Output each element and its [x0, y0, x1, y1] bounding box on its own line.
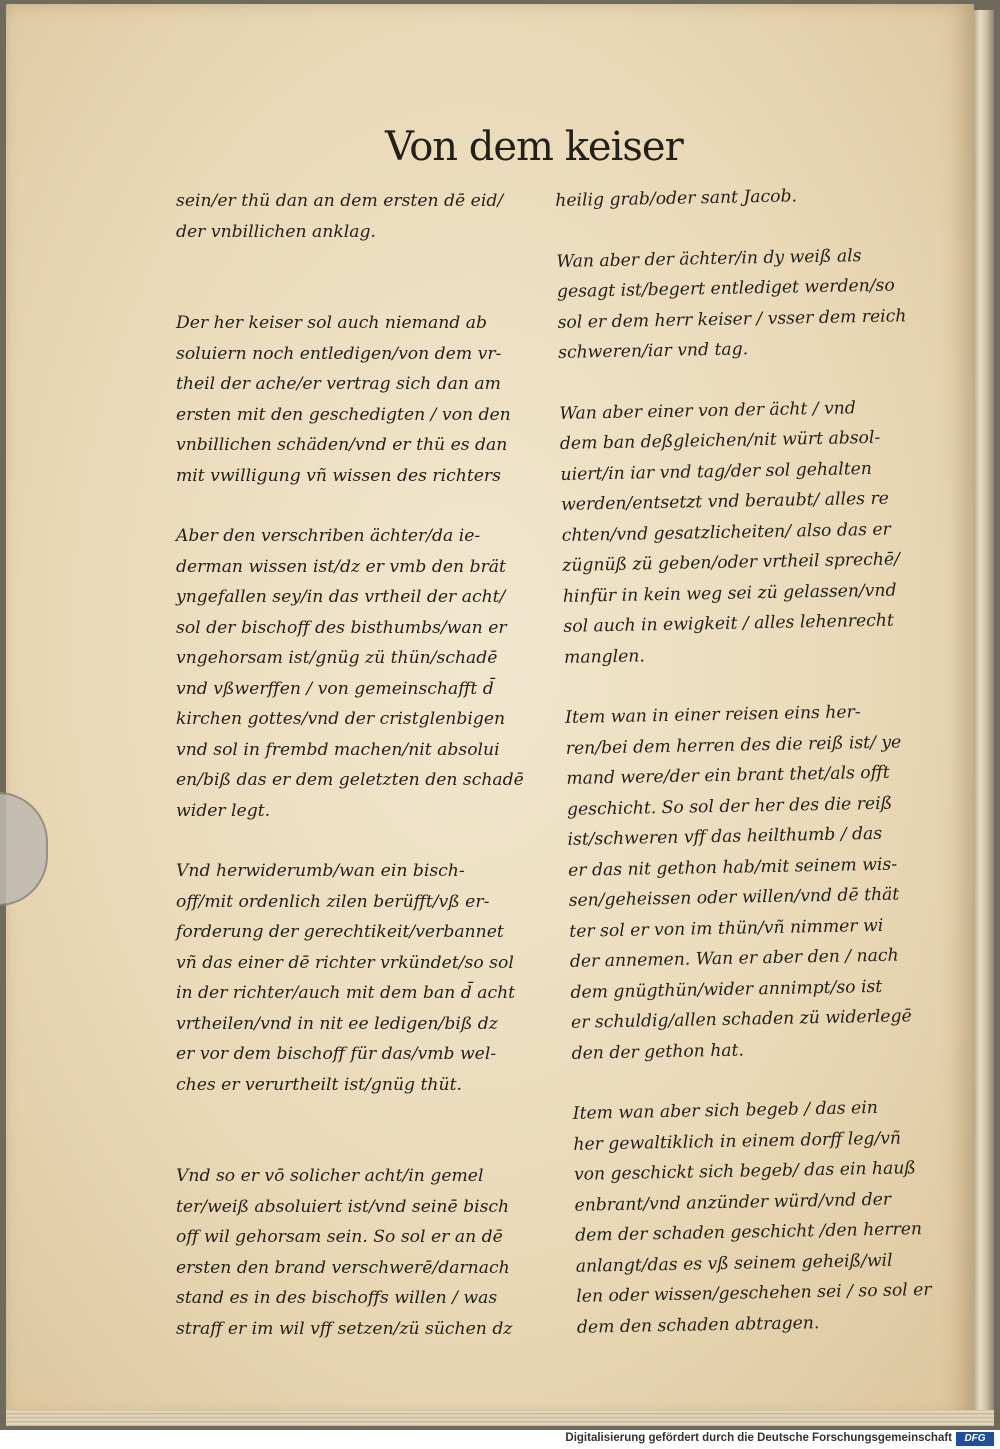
text-line: vnd sol in frembd machen/nit absolui	[176, 739, 500, 760]
text-line: Wan aber der ächter/in dy weiß als	[556, 245, 862, 272]
text-line: Item wan in einer reisen eins her-	[565, 702, 861, 728]
paragraph-gap	[176, 247, 546, 308]
text-line: ches er verurtheilt ist/gnüg thüt.	[176, 1074, 462, 1095]
text-line: sol der bischoff des bisthumbs/wan er	[176, 617, 507, 638]
paragraph	[565, 696, 922, 1069]
text-line: er das nit gethon hab/mit seinem wis-	[567, 854, 898, 881]
text-line: enbrant/vnd anzünder würd/vnd der	[574, 1189, 892, 1216]
text-line: den der gethon hat.	[571, 1040, 745, 1064]
text-line: wider legt.	[176, 800, 271, 821]
text-line: ter/weiß absoluiert ist/vnd seinē bisch	[176, 1196, 510, 1217]
text-line: vngehorsam ist/gnüg zü thün/schadē	[176, 648, 498, 668]
page-stack-edge	[974, 10, 994, 1420]
text-line: schweren/iar vnd tag.	[558, 339, 749, 363]
text-line: off wil gehorsam sein. So sol er an dē	[176, 1227, 503, 1247]
dfg-logo: DFG	[956, 1432, 994, 1446]
text-line: vnbillichen schäden/vnd er thü es dan	[176, 435, 508, 455]
text-line: heilig grab/oder sant Jacob.	[555, 186, 798, 211]
text-line: her gewaltiklich in einem dorff leg/vñ	[573, 1128, 902, 1155]
text-line: len oder wissen/geschehen sei / so sol er	[576, 1279, 932, 1307]
footer-credit: Digitalisierung gefördert durch die Deutsche Forschungsgemeinschaft	[565, 1432, 952, 1444]
text-line: manglen.	[563, 645, 646, 668]
text-line: ter sol er von im thün/vñ nimmer wi	[569, 915, 884, 942]
text-line: der annemen. Wan er aber den / nach	[569, 945, 899, 972]
text-line: sol er dem herr keiser / vsser dem reich	[557, 305, 907, 333]
paragraph-gap	[176, 491, 546, 521]
text-line: Der her keiser sol auch niemand ab	[176, 313, 487, 333]
text-line: dem der schaden geschicht /den herren	[574, 1219, 923, 1246]
text-line: stand es in des bischoffs willen / was	[176, 1288, 498, 1308]
text-line: zügnüß zü geben/oder vrtheil sprechē/	[562, 549, 901, 576]
text-line: sein/er thü dan an dem ersten dē eid/	[176, 191, 504, 211]
text-line: dem ban deßgleichen/nit würt absol-	[559, 427, 881, 454]
text-line: ersten den brand verschwerē/darnach	[176, 1257, 510, 1278]
text-line: Aber den verschriben ächter/da ie-	[176, 526, 481, 546]
right-text-column	[555, 179, 932, 1343]
text-line: werden/entsetzt vnd beraubt/ alles re	[560, 488, 890, 515]
paragraph	[572, 1092, 932, 1343]
text-line: anlangt/das es vß seinem geheiß/wil	[575, 1250, 893, 1277]
text-line: straff er im wil vff setzen/zü süchen dz	[176, 1318, 513, 1339]
text-line: mand were/der ein brant thet/als offt	[566, 762, 890, 789]
paragraph	[556, 240, 908, 369]
text-line: Vnd herwiderumb/wan ein bisch-	[176, 861, 465, 881]
text-line: Wan aber einer von der ächt / vnd	[559, 397, 856, 424]
paragraph	[559, 392, 914, 673]
text-line: vñ das einer dē richter vrkündet/so sol	[176, 952, 514, 973]
text-line: vrtheilen/vnd in nit ee ledigen/biß dz	[176, 1013, 498, 1034]
text-line: der vnbillichen anklag.	[176, 221, 376, 242]
text-line: theil der ache/er vertrag sich dan am	[176, 374, 501, 394]
paragraph-gap	[176, 1100, 546, 1161]
page-title: Von dem keiser	[385, 124, 683, 170]
text-line: geschicht. So sol der her des die reiß	[566, 793, 893, 820]
text-line: kirchen gottes/vnd der cristglenbigen	[176, 709, 506, 729]
text-line: sol auch in ewigkeit / alles lehenrecht	[563, 610, 894, 637]
paragraph	[176, 186, 546, 247]
text-line: derman wissen ist/dz er vmb den brät	[176, 556, 506, 577]
page-bottom-edge	[6, 1410, 994, 1426]
paragraph-gap	[176, 826, 546, 856]
text-line: forderung der gerechtikeit/verbannet	[176, 922, 504, 942]
text-line: gesagt ist/begert entlediget werden/so	[556, 275, 895, 302]
paragraph	[176, 521, 546, 826]
text-line: von geschickt sich begeb/ das ein hauß	[573, 1158, 916, 1185]
left-text-column	[176, 186, 546, 1344]
text-line: Vnd so er vō solicher acht/in gemel	[176, 1166, 484, 1186]
footer-bar	[0, 1430, 1000, 1449]
paragraph	[176, 1161, 546, 1344]
text-line: ren/bei dem herren des die reiß ist/ ye	[565, 731, 902, 759]
text-line: ersten mit den geschedigten / von den	[176, 404, 511, 425]
text-line: off/mit ordenlich zilen berüfft/vß er-	[176, 891, 490, 912]
paragraph	[176, 856, 546, 1100]
text-line: in der richter/auch mit dem ban d̄ acht	[176, 983, 516, 1003]
text-line: yngefallen sey/in das vrtheil der acht/	[176, 587, 506, 607]
text-line: ist/schweren vff das heilthumb / das	[567, 823, 883, 850]
text-line: chten/vnd gesatzlicheiten/ also das er	[561, 519, 891, 546]
text-line: dem gnügthün/wider annimpt/so ist	[570, 976, 883, 1003]
text-line: uiert/in iar vnd tag/der sol gehalten	[560, 458, 873, 485]
text-line: soluiern noch entledigen/von dem vr-	[176, 343, 502, 364]
text-line: en/biß das er dem geletzten den schadē	[176, 770, 524, 790]
text-line: sen/geheissen oder willen/vnd dē thät	[568, 884, 900, 911]
text-line: Item wan aber sich begeb / das ein	[572, 1097, 878, 1124]
text-line: vnd vßwerffen / von gemeinschafft d̄	[176, 678, 494, 699]
paragraph	[176, 308, 546, 491]
text-line: mit vwilligung vñ wissen des richters	[176, 465, 501, 486]
text-line: er schuldig/allen schaden zü widerlegē	[570, 1006, 912, 1033]
text-line: dem den schaden abtragen.	[576, 1312, 820, 1338]
text-line: hinfür in kein weg sei zü gelassen/vnd	[562, 580, 897, 607]
text-line: er vor dem bischoff für das/vmb wel-	[176, 1044, 497, 1064]
